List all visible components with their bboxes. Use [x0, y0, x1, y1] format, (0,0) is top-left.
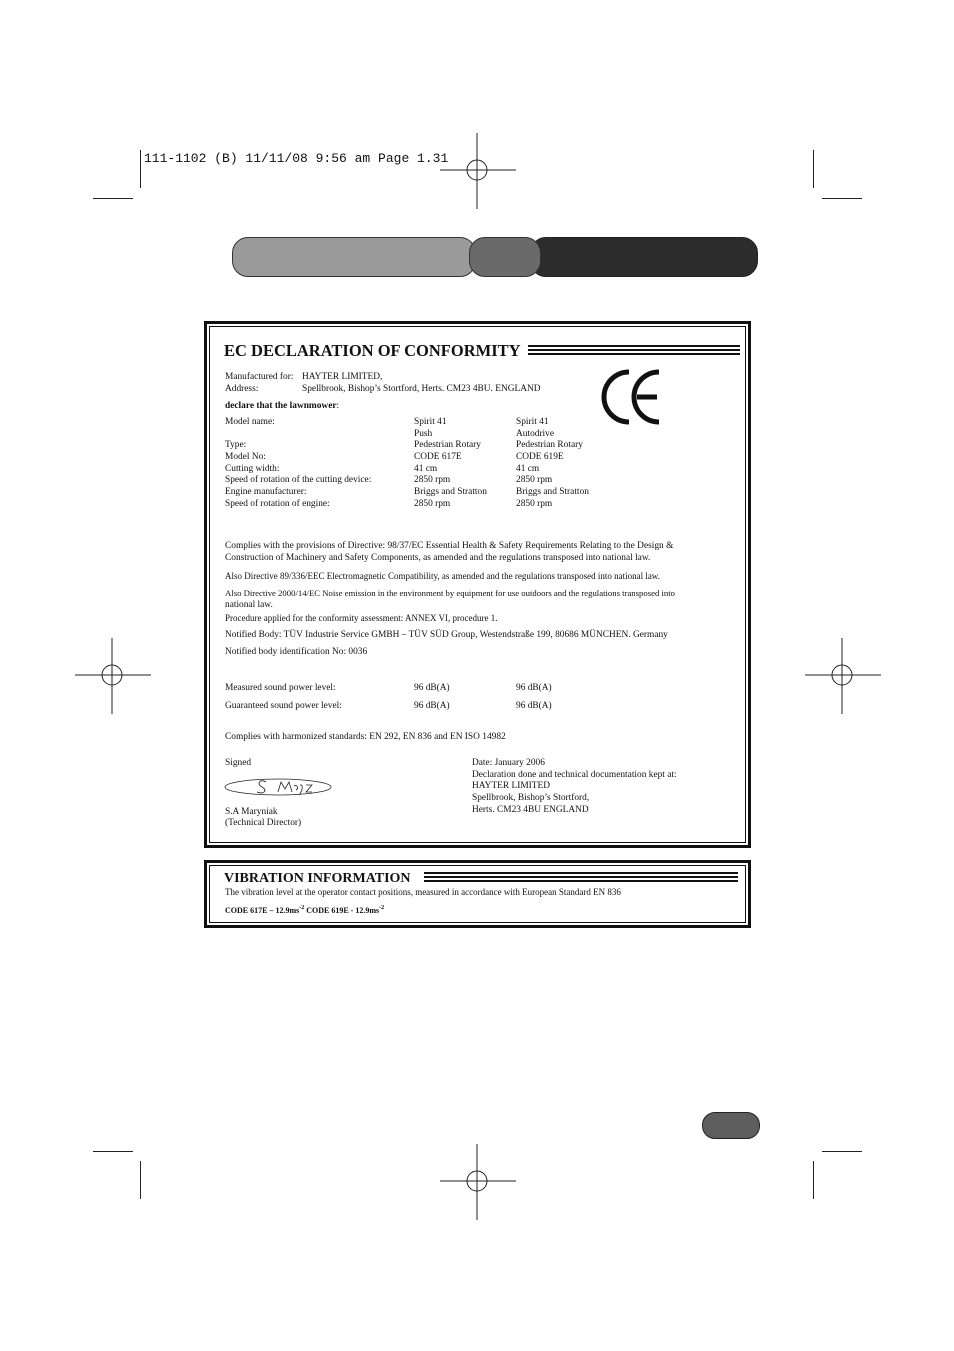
ec-title: EC DECLARATION OF CONFORMITY — [224, 341, 521, 360]
measured-sound-617e: 96 dB(A) — [414, 683, 450, 693]
spec-label: Model name: — [225, 417, 275, 427]
spec-value-617e: Briggs and Stratton — [414, 487, 487, 497]
vibration-exponent: -2 — [299, 905, 305, 911]
header-pill-left — [232, 237, 476, 277]
notified-body: Notified Body: TÜV Industrie Service GMBH – TÜV SÜD Group, Westendstraße 199, 80686 MÜNCHEN. Germany — [225, 630, 668, 640]
signatory-name: S.A Maryniak — [225, 807, 278, 817]
header-pill-right — [530, 237, 758, 277]
signatory-title: (Technical Director) — [225, 818, 302, 828]
vibration-description: The vibration level at the operator contact positions, measured in accordance with European Standard EN 836 — [225, 887, 621, 897]
spec-value-619e: 2850 rpm — [516, 475, 553, 485]
spec-value-617e: 2850 rpm — [414, 499, 451, 509]
crop-mark — [822, 198, 862, 199]
crop-mark — [140, 150, 141, 188]
page-number-pill — [702, 1112, 760, 1139]
declare-line — [225, 401, 339, 413]
spec-label: Speed of rotation of engine: — [225, 499, 330, 509]
spec-value-619e: CODE 619E — [516, 452, 564, 462]
spec-value-617e: Pedestrian Rotary — [414, 440, 481, 450]
spec-value-619e: Autodrive — [516, 429, 555, 439]
header-pill-middle — [469, 237, 541, 277]
spec-value-619e: Pedestrian Rotary — [516, 440, 583, 450]
kept-address-line: HAYTER LIMITED — [472, 781, 551, 791]
crop-mark — [813, 1161, 814, 1199]
vibration-code-619e: CODE 619E - 12.9ms — [306, 906, 380, 915]
measured-sound-619e: 96 dB(A) — [516, 683, 552, 693]
vibration-exponent: -2 — [379, 905, 385, 911]
signature-icon — [222, 774, 334, 800]
crop-mark — [93, 1151, 133, 1152]
registration-mark-icon — [438, 131, 518, 211]
spec-label: Cutting width: — [225, 464, 280, 474]
spec-label: Model No: — [225, 452, 266, 462]
signed-label: Signed — [225, 758, 252, 768]
guaranteed-sound-617e: 96 dB(A) — [414, 701, 450, 711]
procedure-text: Procedure applied for the conformity assessment: ANNEX VI, procedure 1. — [225, 613, 498, 623]
registration-mark-icon — [803, 636, 883, 716]
spec-label: Engine manufacturer: — [225, 487, 307, 497]
kept-address-line: Spellbrook, Bishop’s Stortford, — [472, 793, 590, 803]
kept-address-line: Herts. CM23 4BU ENGLAND — [472, 805, 589, 815]
spec-value-619e: 41 cm — [516, 464, 540, 474]
spec-value-619e: Briggs and Stratton — [516, 487, 589, 497]
measured-sound-label: Measured sound power level: — [225, 683, 336, 693]
vibration-title: VIBRATION INFORMATION — [224, 871, 411, 886]
noise-directive-line: Also Directive 2000/14/EC Noise emission in the environment by equipment for use outdoors and the regulations transposed into — [225, 588, 675, 598]
spec-label: Speed of rotation of the cutting device: — [225, 475, 372, 485]
documentation-kept: Declaration done and technical documentation kept at: — [472, 770, 677, 780]
address-value: Spellbrook, Bishop’s Stortford, Herts. CM23 4BU. ENGLAND — [302, 384, 541, 394]
spec-value-617e: CODE 617E — [414, 452, 462, 462]
emc-directive: Also Directive 89/336/EEC Electromagnetic Compatibility, as amended and the regulations transposed into national law. — [225, 571, 660, 581]
spec-value-617e: 41 cm — [414, 464, 438, 474]
spec-value-619e: 2850 rpm — [516, 499, 553, 509]
spec-value-617e: Spirit 41 — [414, 417, 447, 427]
crop-mark — [813, 150, 814, 188]
ce-mark-icon — [601, 366, 665, 428]
declare-colon: : — [336, 401, 340, 411]
registration-mark-icon — [73, 636, 153, 716]
crop-mark — [822, 1151, 862, 1152]
harmonized-standards: Complies with harmonized standards: EN 292, EN 836 and EN ISO 14982 — [225, 732, 506, 742]
spec-value-617e: 2850 rpm — [414, 475, 451, 485]
vibration-code-617e: CODE 617E – 12.9ms — [225, 906, 300, 915]
guaranteed-sound-label: Guaranteed sound power level: — [225, 701, 342, 711]
spec-value-619e: Spirit 41 — [516, 417, 549, 427]
declare-text: declare that the lawnmower — [225, 401, 337, 411]
spec-label: Type: — [225, 440, 247, 450]
complies-directive-line: Complies with the provisions of Directive: 98/37/EC Essential Health & Safety Requirements Relating to the Design & — [225, 541, 674, 551]
crop-mark — [93, 198, 133, 199]
noise-directive-line: national law. — [225, 600, 273, 610]
spec-value-617e: Push — [414, 429, 433, 439]
guaranteed-sound-619e: 96 dB(A) — [516, 701, 552, 711]
vibration-values — [225, 905, 384, 917]
address-label: Address: — [225, 384, 259, 394]
manufactured-for-value: HAYTER LIMITED, — [302, 372, 383, 382]
crop-mark — [140, 1161, 141, 1199]
notified-body-id: Notified body identification No: 0036 — [225, 647, 368, 657]
title-rule — [528, 345, 740, 357]
print-slug: 111-1102 (B) 11/11/08 9:56 am Page 1.31 — [144, 151, 449, 166]
declaration-date: Date: January 2006 — [472, 758, 545, 768]
vibration-title-rule — [424, 872, 738, 884]
registration-mark-icon — [438, 1142, 518, 1222]
manufactured-for-label: Manufactured for: — [225, 372, 294, 382]
complies-directive-line: Construction of Machinery and Safety Components, as amended and the regulations transposed into national law. — [225, 553, 651, 563]
